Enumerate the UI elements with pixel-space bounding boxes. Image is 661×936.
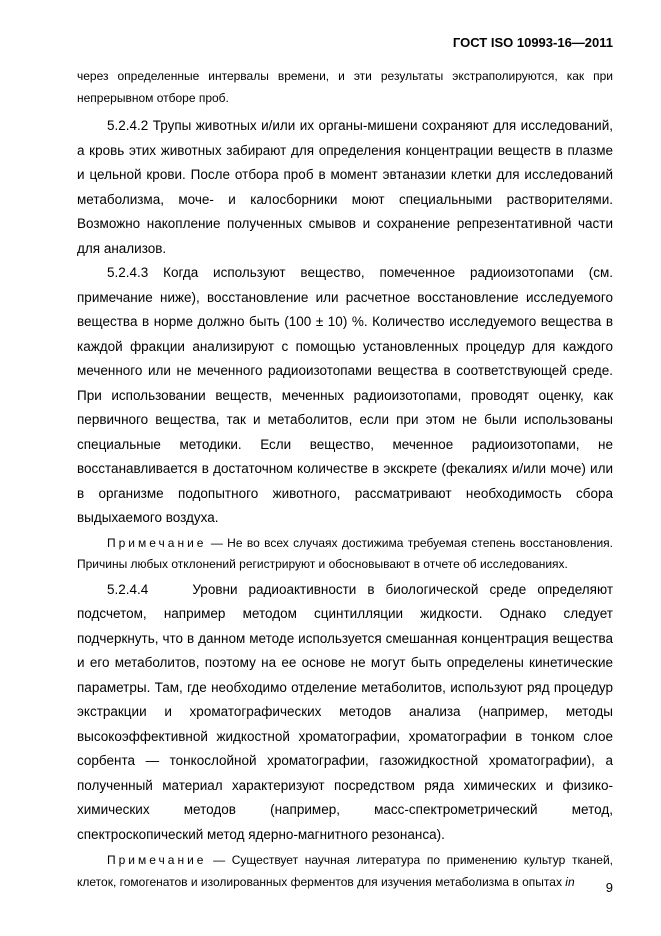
note-1 <box>77 533 613 576</box>
note-2 <box>77 850 613 893</box>
page-number: 9 <box>605 880 613 895</box>
note-2-label: Примечание <box>107 853 207 867</box>
note-2-italic: in <box>565 874 575 889</box>
paragraph-5-2-4-2: 5.2.4.2 Трупы животных и/или их органы-мишени сохраняют для исследований, а кровь этих животных забирают для определения концентрации веществ в плазме и цельной крови. После отбора проб в момент эвтаназии клетки для исследований метаболизма, моче- и калосборники моют специальными растворителями. Возможно накопление полученных смывов и сохранение репрезентативной части для анализов. <box>77 118 613 256</box>
document-header: ГОСТ ISO 10993-16—2011 <box>452 35 613 50</box>
paragraph-5-2-4-4: 5.2.4.4 Уровни радиоактивности в биологической среде определяют подсчетом, например методом сцинтилляции жидкости. Однако следует подчеркнуть, что в данном методе используется смешанная концентрация вещества и его метаболитов, поэтому на ее основе не могут быть определены кинетические параметры. Там, где необходимо отделение метаболитов, используют ряд процедур экстракции и хроматографических методов анализа (например, методы высокоэффективной жидкостной хроматографии, хроматографии в тонком слое сорбента — тонкослойной хроматографии, газожидкостной хроматографии), а полученный материал характеризуют посредством ряда химических и физико-химических методов (например, масс-спектрометрический метод, спектроскопический метод ядерно-магнитного резонанса). <box>77 581 617 842</box>
paragraph-5-2-4-3: 5.2.4.3 Когда используют вещество, помеченное радиоизотопами (см. примечание ниже), восстановление или расчетное восстановление исследуемого вещества в норме должно быть (100 ± 10) %. Количество исследуемого вещества в каждой фракции анализируют с помощью установленных процедур для каждого меченного или не меченного радиоизотопами вещества в соответствующей среде. При использовании веществ, меченных радиоизотопами, проводят оценку, как первичного вещества, так и метаболитов, если при этом не были использованы специальные методики. Если вещество, меченное радиоизотопами, не восстанавливается в достаточном количестве в экскрете (фекалиях и/или моче) или в организме подопытного животного, рассматривают необходимость сбора выдыхаемого воздуха. <box>77 265 613 525</box>
document-body <box>77 66 617 893</box>
paragraph-continuation: через определенные интервалы времени, и эти результаты экстраполируются, как при непрерывном отборе проб. <box>77 69 613 105</box>
note-2-text: — Существует научная литература по применению культур тканей, клеток, гомогенатов и изолированных ферментов для изучения метаболизма в опытах <box>77 853 613 889</box>
note-1-label: Примечание <box>107 535 207 550</box>
note-1-text: — Не во всех случаях достижима требуемая степень восстановления. Причины любых отклонений регистрируют и обосновывают в отчете об исследованиях. <box>77 535 613 571</box>
